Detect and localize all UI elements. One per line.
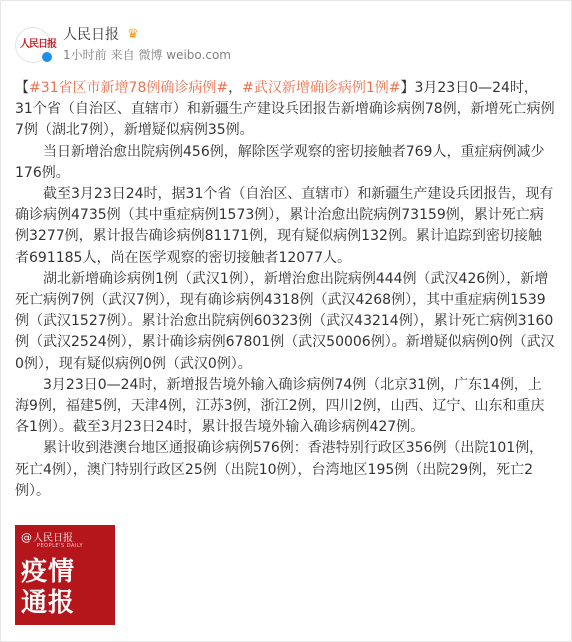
paragraph-3: 截至3月23日24时，据31个省（自治区、直辖市）和新疆生产建设兵团报告，现有确诊病例4735例（其中重症病例1573例），累计治愈出院病例73159例，累计死亡病例3277例，累计报告确诊病例81171例，现有疑似病例132例。累计追踪到密切接触者691185人，尚在医学观察的密切接触者12077人。 (15, 186, 554, 266)
paragraph-2: 当日新增治愈出院病例456例，解除医学观察的密切接触者769人，重症病例减少176例。 (15, 143, 545, 181)
paragraph-1 (15, 78, 555, 142)
post-image[interactable] (15, 525, 115, 625)
avatar-logo: 人民日报 (20, 39, 56, 50)
topic-link-31-provinces[interactable]: #31省区市新增78例确诊病例# (29, 80, 229, 96)
post-source[interactable]: 来自 微博 weibo.com (110, 48, 231, 62)
paragraph-6: 累计收到港澳台地区通报确诊病例576例：香港特别行政区356例（出院101例，死亡4例），澳门特别行政区25例（出院10例），台湾地区195例（出院29例，死亡2例）。 (15, 440, 544, 499)
image-title (21, 557, 111, 619)
bracket-open: 【 (15, 80, 29, 96)
image-title-line-1: 疫情 (21, 557, 76, 587)
bracket-close: 】 (400, 80, 415, 96)
image-brand-name: 人民日报 (33, 533, 73, 544)
topic-link-wuhan[interactable]: #武汉新增确诊病例1例# (242, 80, 401, 96)
post-content (15, 78, 555, 502)
at-icon: @ (21, 531, 32, 544)
paragraph-4: 湖北新增确诊病例1例（武汉1例），新增治愈出院病例444例（武汉426例），新增死亡病例7例（武汉7例），现有确诊病例4318例（武汉4268例），其中重症病例1539例（武汉1527例）。累计治愈出院病例60323例（武汉43214例），累计死亡病例3160例（武汉2524例），累计确诊病例67801例（武汉50006例）。新增疑似病例0例（武汉0例），现有疑似病例0例（武汉0例）。 (15, 270, 555, 372)
paragraph-5: 3月23日0—24时，新增报告境外输入确诊病例74例（北京31例，广东14例，上海9例，福建5例，天津4例，江苏3例，浙江2例，四川2例，山西、辽宁、山东和重庆各1例）。截至3月23日24时，累计报告境外输入确诊病例427例。 (15, 376, 545, 436)
epidemic-report-image (15, 525, 115, 625)
post-meta (63, 47, 231, 63)
crown-badge-icon: ♛ (127, 27, 139, 42)
post-header (15, 27, 555, 67)
author-name[interactable]: 人民日报 (63, 27, 119, 43)
paragraph-text: 3月23日0—24时，31个省（自治区、直辖市）和新疆生产建设兵团报告新增确诊病例78例，新增死亡病例7例（湖北7例），新增疑似病例35例。 (15, 80, 555, 139)
image-title-line-2: 通报 (21, 588, 76, 618)
image-brand-sub: PEOPLE'S DAILY (37, 543, 84, 549)
topic-separator: ， (228, 80, 243, 96)
post-time[interactable]: 1小时前 (63, 48, 107, 62)
verified-badge-icon (41, 51, 53, 63)
